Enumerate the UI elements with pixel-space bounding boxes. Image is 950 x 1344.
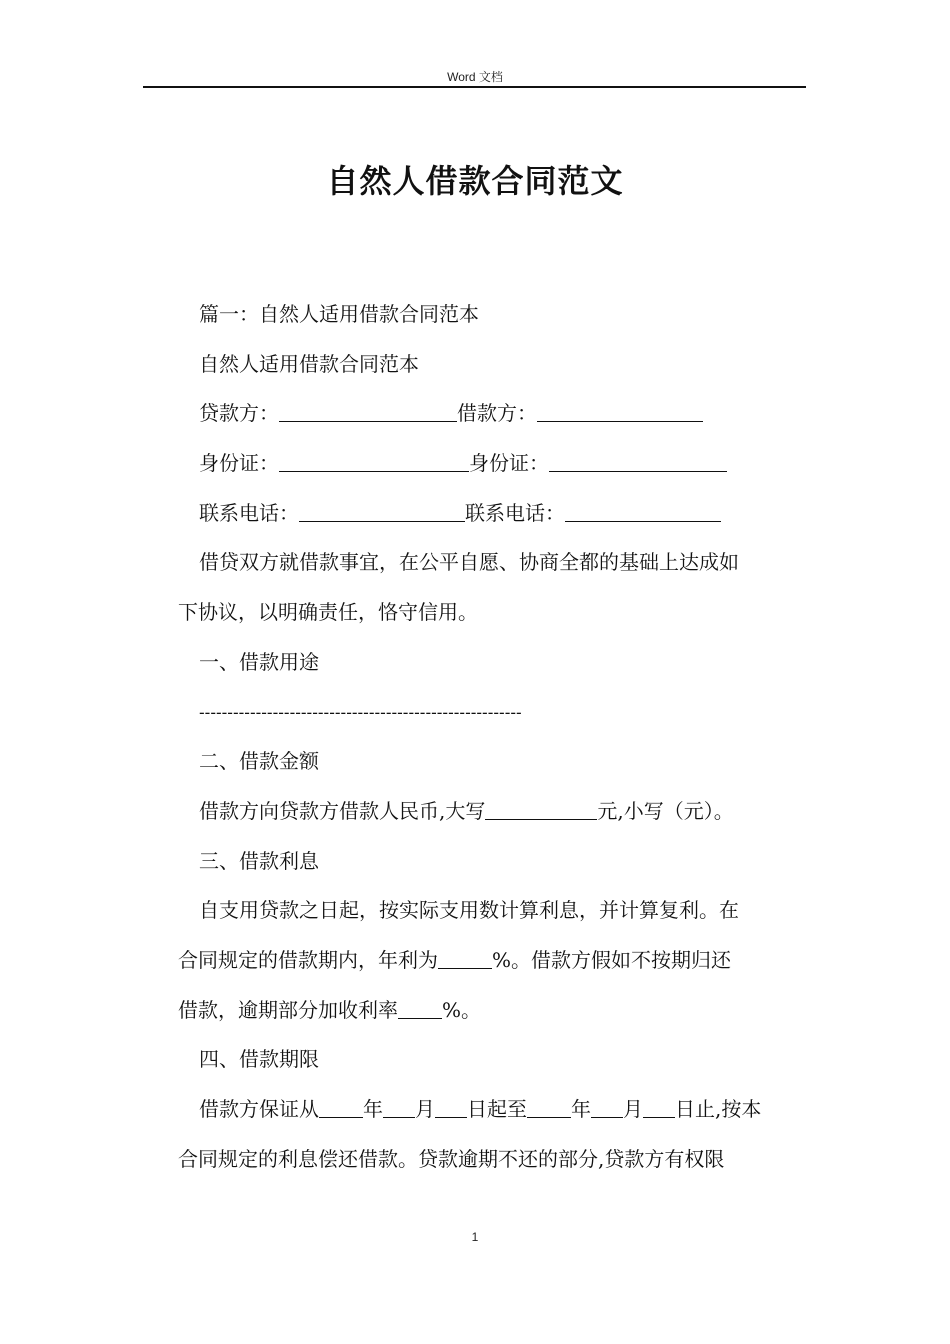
- text-segment: 月: [623, 1097, 643, 1121]
- label-id: 身份证：: [469, 451, 549, 476]
- section-heading: 二、借款金额: [199, 749, 319, 774]
- label-phone: 联系电话：: [199, 500, 299, 525]
- paragraph: 合同规定的利息偿还借款。贷款逾期不还的部分,贷款方有权限: [178, 1146, 725, 1171]
- paragraph: [178, 986, 806, 1036]
- text-segment: 月: [415, 1097, 435, 1121]
- section-heading: 一、借款用途: [199, 649, 319, 674]
- text-segment: 借款方保证从: [199, 1097, 319, 1121]
- blank-field: [549, 449, 727, 472]
- blank-field: [279, 449, 469, 472]
- text-segment: 借款，逾期部分加收利率: [178, 997, 398, 1022]
- text-segment: 年: [363, 1097, 383, 1121]
- blank-field: [485, 797, 597, 820]
- text-segment: 年: [571, 1097, 591, 1121]
- parties-lender-borrower: [178, 389, 806, 439]
- blank-field: [438, 946, 492, 969]
- blank-field: [398, 996, 442, 1019]
- paragraph: 借贷双方就借款事宜，在公平自愿、协商全都的基础上达成如: [199, 550, 739, 575]
- label-phone: 联系电话：: [465, 500, 565, 525]
- paragraph: [178, 1085, 806, 1135]
- paragraph: 下协议，以明确责任，恪守信用。: [178, 600, 478, 625]
- blank-field: [435, 1095, 467, 1118]
- parties-phone: [178, 489, 806, 539]
- text-segment: 借款方向贷款方借款人民币,大写: [199, 798, 486, 823]
- dashed-line: ---------------------------------------------------------: [199, 702, 522, 722]
- blank-field: [279, 399, 457, 422]
- blank-field: [565, 499, 721, 522]
- text-segment: %。借款方假如不按期归还: [492, 947, 732, 972]
- blank-field: [319, 1095, 363, 1118]
- label-borrower: 借款方：: [457, 401, 537, 426]
- paragraph: 自支用贷款之日起，按实际支用数计算利息，并计算复利。在: [199, 898, 739, 923]
- blank-field: [537, 399, 703, 422]
- paragraph: 篇一：自然人适用借款合同范本: [199, 302, 479, 326]
- text-segment: 日起至: [467, 1097, 527, 1121]
- blank-field: [299, 499, 465, 522]
- paragraph: [178, 936, 806, 986]
- header-rule: [143, 86, 806, 88]
- page-number: 1: [471, 1230, 479, 1244]
- document-body: [178, 290, 806, 1184]
- parties-id: [178, 439, 806, 489]
- text-segment: 日止,按本: [675, 1097, 762, 1121]
- section-heading: 三、借款利息: [199, 848, 319, 873]
- label-lender: 贷款方：: [199, 401, 279, 426]
- page-header: Word 文档: [447, 70, 503, 84]
- paragraph: 自然人适用借款合同范本: [199, 351, 419, 376]
- blank-field: [643, 1095, 675, 1118]
- text-segment: 合同规定的借款期内，年利为: [178, 947, 438, 972]
- paragraph: [178, 787, 806, 837]
- blank-field: [383, 1095, 415, 1118]
- section-heading: 四、借款期限: [199, 1047, 319, 1072]
- text-segment: 元,小写（元）。: [597, 798, 734, 823]
- document-title: 自然人借款合同范文: [326, 162, 624, 200]
- text-segment: %。: [442, 997, 482, 1022]
- blank-field: [591, 1095, 623, 1118]
- label-id: 身份证：: [199, 451, 279, 476]
- blank-field: [527, 1095, 571, 1118]
